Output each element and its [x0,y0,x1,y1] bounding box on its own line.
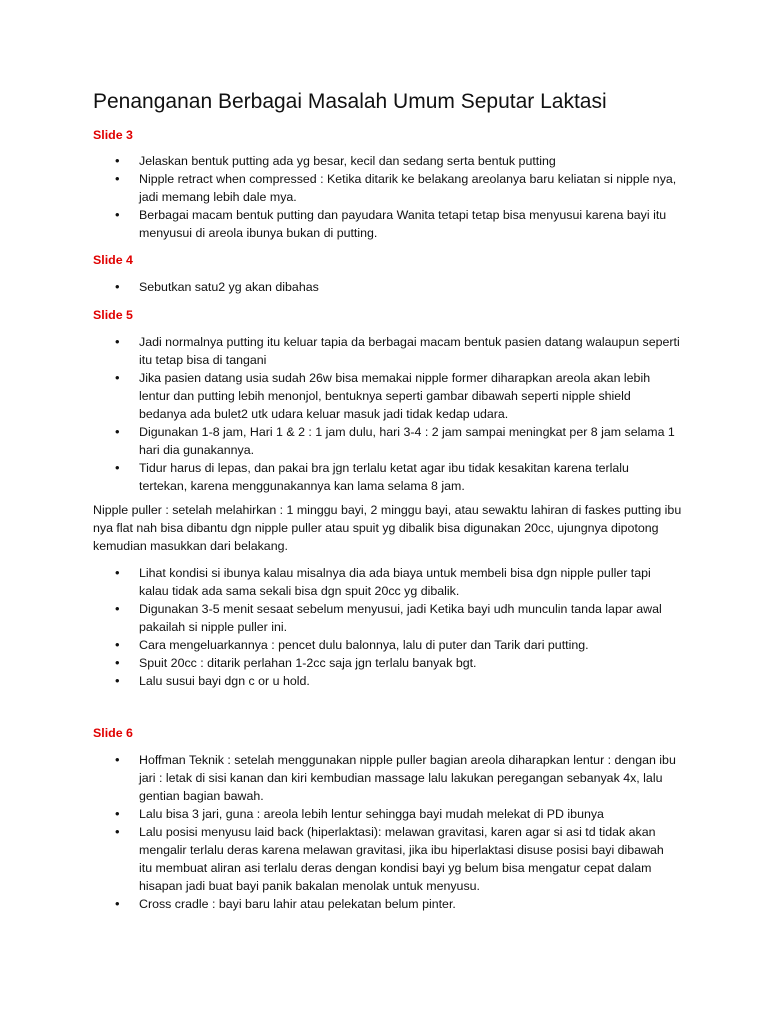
slide-5-label: Slide 5 [93,308,133,322]
list-item: • Digunakan 3-5 menit sesaat sebelum menyusui, jadi Ketika bayi udh munculin tanda lapar awal pakailah si nipple puller ini. [0,600,768,636]
list-item: • Lalu bisa 3 jari, guna : areola lebih lentur sehingga bayi mudah melekat di PD ibunya [0,805,768,823]
list-item: • Jadi normalnya putting itu keluar tapia da berbagai macam bentuk pasien datang walaupun seperti itu tetap bisa di tangani [0,333,768,369]
list-item: • Jelaskan bentuk putting ada yg besar, kecil dan sedang serta bentuk putting [0,152,768,170]
list-item: • Jika pasien datang usia sudah 26w bisa memakai nipple former diharapkan areola akan lebih lentur dan putting lebih menonjol, bentuknya seperti gambar dibawah seperti nipple shield bedanya ada bulet2 utk udara keluar masuk jadi tidak kedap udara. [0,369,768,423]
list-item: • Nipple retract when compressed : Ketika ditarik ke belakang areolanya baru keliatan si nipple nya, jadi memang lebih dale mya. [0,170,768,206]
slide-4-list [0,278,768,296]
list-item: • Cross cradle : bayi baru lahir atau pelekatan belum pinter. [0,895,768,913]
nipple-puller-list [0,564,768,690]
list-item: • Tidur harus di lepas, dan pakai bra jgn terlalu ketat agar ibu tidak kesakitan karena terlalu tertekan, karena menggunakannya kan lama selama 8 jam. [0,459,768,495]
list-item: • Cara mengeluarkannya : pencet dulu balonnya, lalu di puter dan Tarik dari putting. [0,636,768,654]
slide-6-label: Slide 6 [93,726,133,740]
list-item: • Lihat kondisi si ibunya kalau misalnya dia ada biaya untuk membeli bisa dgn nipple puller tapi kalau tidak ada sama sekali bisa dgn spuit 20cc yg dibalik. [0,564,768,600]
nipple-puller-paragraph: Nipple puller : setelah melahirkan : 1 minggu bayi, 2 minggu bayi, atau sewaktu lahiran di faskes putting ibu nya flat nah bisa dibantu dgn nipple puller atau spuit yg dibalik bisa digunakan 20cc, ujungnya dipotong kemudian masukkan dari belakang. [93,503,682,553]
slide-5-list [0,333,768,495]
list-item: • Berbagai macam bentuk putting dan payudara Wanita tetapi tetap bisa menyusui karena bayi itu menyusui di areola ibunya bukan di putting. [0,206,768,242]
list-item: • Lalu posisi menyusu laid back (hiperlaktasi): melawan gravitasi, karen agar si asi td tidak akan mengalir terlalu deras karena melawan gravitasi, jika ibu hiperlaktasi disuse posisi bayi dibawah itu membuat aliran asi terlalu deras dengan kondisi bayi yg belum bisa mengatur cepat dalam hisapan jadi buat bayi panik bakalan menolak untuk menyusu. [0,823,768,895]
document-title: Penanganan Berbagai Masalah Umum Seputar Laktasi [93,90,607,113]
list-item: • Hoffman Teknik : setelah menggunakan nipple puller bagian areola diharapkan lentur : dengan ibu jari : letak di sisi kanan dan kiri kembudian massage lalu lakukan peregangan sebanyak 4x, lalu gentian bagian bawah. [0,751,768,805]
slide-6-list [0,751,768,913]
list-item: • Spuit 20cc : ditarik perlahan 1-2cc saja jgn terlalu banyak bgt. [0,654,768,672]
slide-3-list [0,152,768,242]
list-item: • Lalu susui bayi dgn c or u hold. [0,672,768,690]
list-item: • Sebutkan satu2 yg akan dibahas [0,278,768,296]
slide-4-label: Slide 4 [93,253,133,267]
list-item: • Digunakan 1-8 jam, Hari 1 & 2 : 1 jam dulu, hari 3-4 : 2 jam sampai meningkat per 8 jam selama 1 hari dia gunakannya. [0,423,768,459]
slide-3-label: Slide 3 [93,128,133,142]
